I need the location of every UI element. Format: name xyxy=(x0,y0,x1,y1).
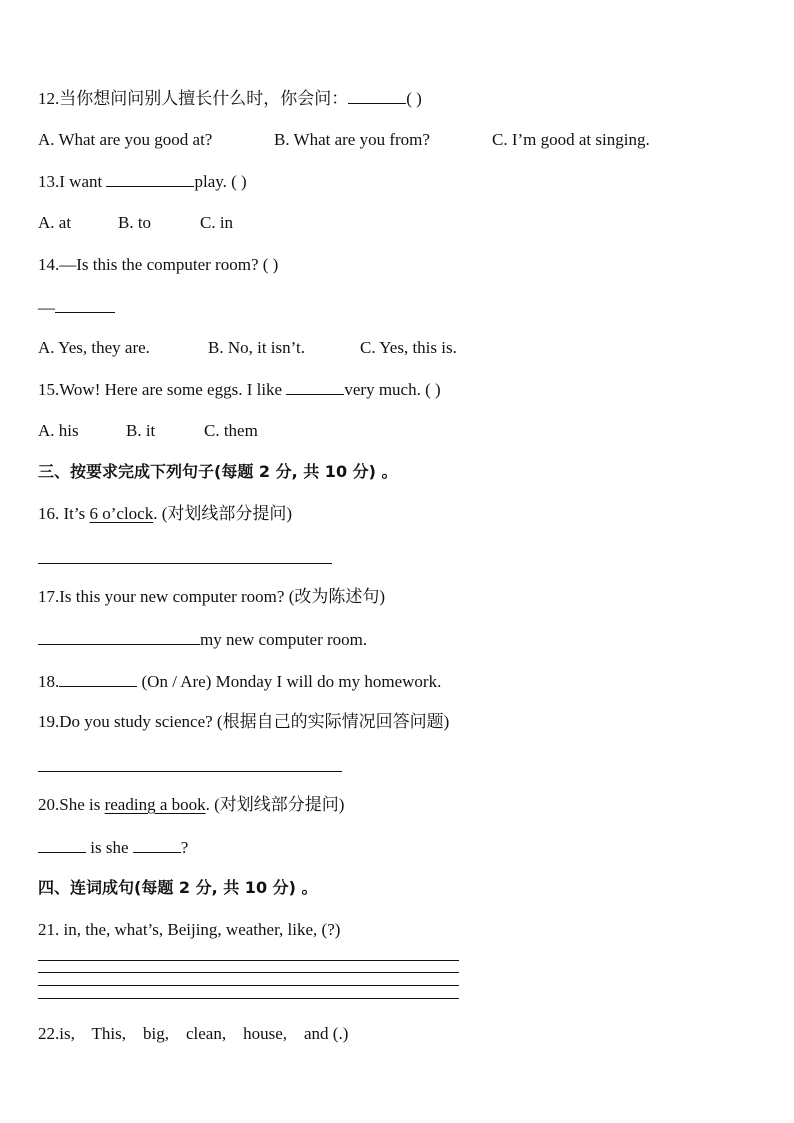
question-12-stem: 12.当你想问问别人擅长什么时，你会问： xyxy=(38,89,349,108)
question-15-before: 15.Wow! Here are some eggs. I like xyxy=(38,380,287,399)
question-18-after: (On / Are) Monday I will do my homework. xyxy=(137,672,442,691)
question-19 xyxy=(38,712,449,732)
option-a: A. Yes, they are. xyxy=(38,338,150,357)
question-20-before: 20.She is xyxy=(38,795,105,814)
answer-line[interactable] xyxy=(38,563,332,564)
question-20 xyxy=(38,795,344,815)
answer-blank[interactable] xyxy=(59,671,137,687)
writing-line[interactable] xyxy=(38,998,459,999)
writing-line[interactable] xyxy=(38,960,459,961)
answer-parentheses: ( ) xyxy=(406,89,422,108)
option-c: C. Yes, this is. xyxy=(360,338,457,357)
section-3-heading: 三、按要求完成下列句子(每题 2 分, 共 10 分) 。 xyxy=(38,462,398,481)
question-14-stem: 14.—Is this the computer room? ( ) xyxy=(38,255,279,274)
underlined-phrase: reading a book xyxy=(104,795,206,814)
question-13-options xyxy=(38,213,233,233)
answer-blank[interactable] xyxy=(133,837,181,853)
question-18-before: 18. xyxy=(38,672,60,691)
question-17-answer xyxy=(38,629,367,650)
section-4-heading: 四、连词成句(每题 2 分, 共 10 分) 。 xyxy=(38,878,318,897)
option-b: B. No, it isn’t. xyxy=(208,338,305,357)
question-21 xyxy=(38,920,340,940)
dash: — xyxy=(38,298,55,317)
question-16-after: . (对划线部分提问) xyxy=(153,504,293,523)
question-16-before: 16. It’s xyxy=(38,504,90,523)
answer-blank[interactable] xyxy=(286,379,344,395)
option-a: A. What are you good at? xyxy=(38,130,213,149)
answer-blank[interactable] xyxy=(55,297,115,313)
question-18 xyxy=(38,671,441,692)
option-b: B. it xyxy=(126,421,156,440)
question-17 xyxy=(38,587,385,607)
question-16 xyxy=(38,504,292,524)
question-20-answer xyxy=(38,837,188,858)
option-a: A. at xyxy=(38,213,72,232)
question-12 xyxy=(38,88,422,109)
option-c: C. them xyxy=(204,421,258,440)
question-15 xyxy=(38,379,441,400)
question-21-stem: 21. in, the, what’s, Beijing, weather, like, (?) xyxy=(38,920,341,939)
answer-line[interactable] xyxy=(38,771,342,772)
question-15-after: very much. ( ) xyxy=(344,380,441,399)
answer-blank[interactable] xyxy=(38,837,86,853)
question-22 xyxy=(38,1024,348,1044)
answer-blank[interactable] xyxy=(106,171,194,187)
answer-end: ? xyxy=(180,838,189,857)
answer-blank[interactable] xyxy=(348,88,406,104)
option-b: B. What are you from? xyxy=(274,130,430,149)
writing-line[interactable] xyxy=(38,985,459,986)
question-19-stem: 19.Do you study science? (根据自己的实际情况回答问题) xyxy=(38,712,450,731)
answer-tail: my new computer room. xyxy=(200,630,368,649)
option-c: C. I’m good at singing. xyxy=(492,130,650,149)
question-13-after: play. ( ) xyxy=(194,172,247,191)
question-22-stem: 22.is, This, big, clean, house, and (.) xyxy=(38,1024,349,1043)
underlined-phrase: 6 o’clock xyxy=(89,504,154,523)
answer-middle: is she xyxy=(86,838,133,857)
question-13-before: 13.I want xyxy=(38,172,107,191)
question-15-options xyxy=(38,421,258,441)
question-12-options xyxy=(38,130,650,150)
option-c: C. in xyxy=(200,213,234,232)
option-a: A. his xyxy=(38,421,79,440)
question-20-after: . (对划线部分提问) xyxy=(205,795,345,814)
writing-line[interactable] xyxy=(38,972,459,973)
question-14-answer-line xyxy=(38,297,115,318)
question-14-options xyxy=(38,338,457,358)
question-17-stem: 17.Is this your new computer room? (改为陈述句) xyxy=(38,587,386,606)
option-b: B. to xyxy=(118,213,152,232)
question-14 xyxy=(38,255,278,275)
answer-blank[interactable] xyxy=(38,629,200,645)
question-13 xyxy=(38,171,247,192)
